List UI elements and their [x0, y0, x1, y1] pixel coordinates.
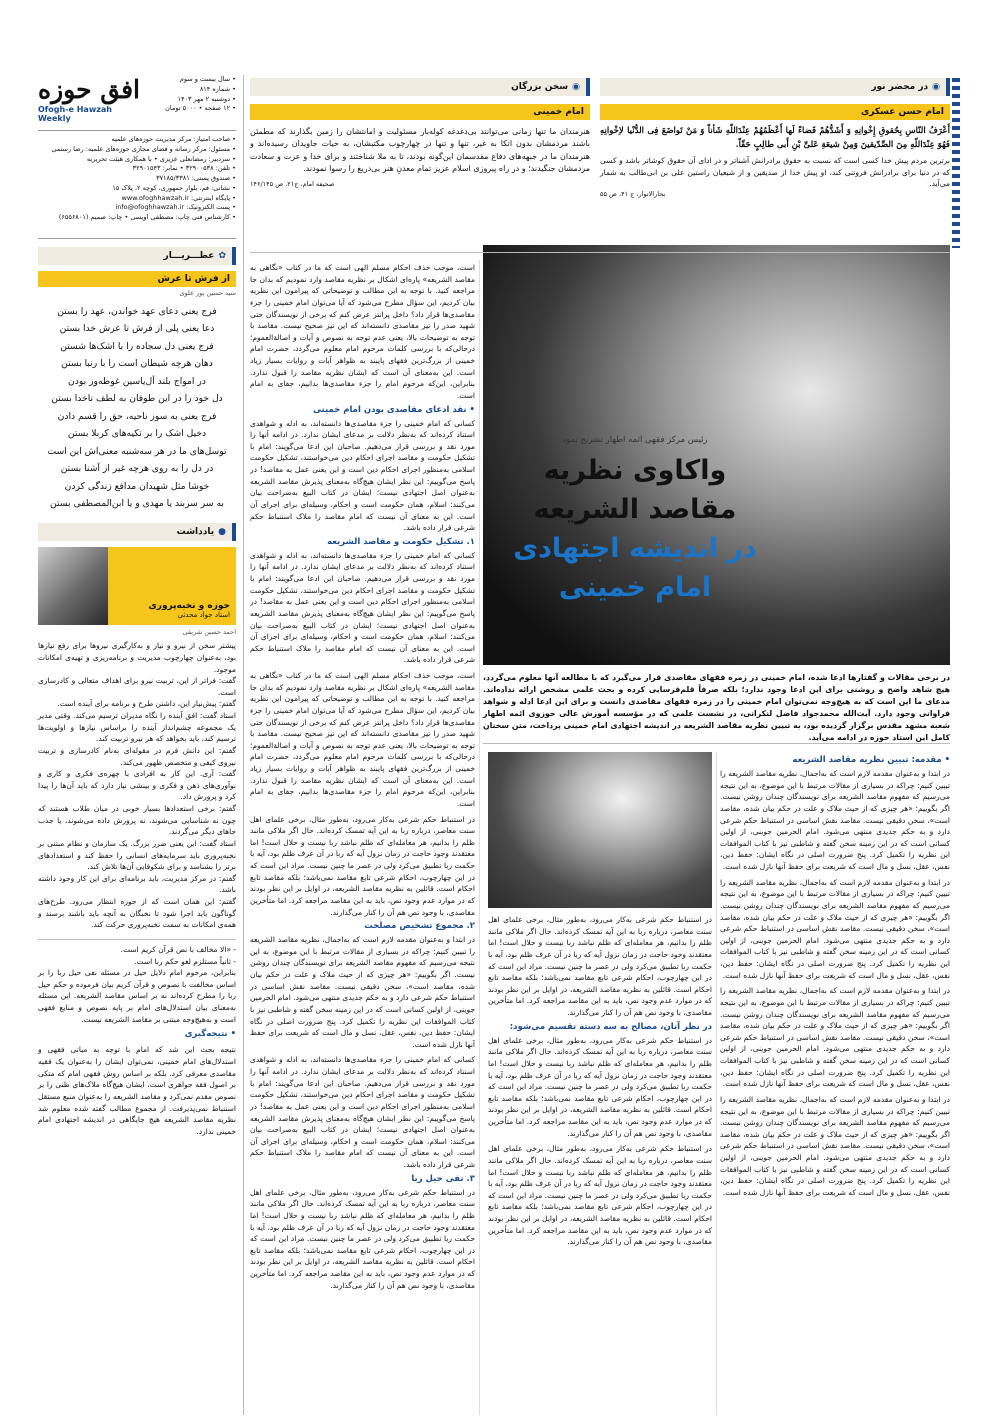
yad-paragraph: گفتم: برخی استعدادها بسیار خوبی در میان طلاب هستند که چون نه شناسایی می‌شوند، نه پرورش داده می‌شوند، یا جذب جاهای دیگر می‌گردند. — [38, 804, 236, 837]
closing-quote: - ثانیاً مستلزم لغو حکم ربا است. — [134, 956, 236, 966]
section-heading-critique: • نقد ادعای مقاصدی بودن امام خمینی — [312, 404, 475, 415]
poem-line: به سر سربند یا مهدی و یا ابن‌المصطفی بستن — [50, 498, 224, 510]
left-column — [38, 75, 236, 1415]
article-text: کسانی که امام خمینی را جزء مقاصدی‌ها دانسته‌اند، به ادله و شواهدی استناد کرده‌اند که به‌نظر دلالت بر مدعای ایشان ندارد. در ادامه آنها را مورد نقد و بررسی قرار می‌دهیم. صاحبان این ادعا می‌گویند: امام با تشکیل حکومت و مقاصد اجرای احکام دین می‌خواستند، تشکیل حکومت اسلامی به‌منظور اجرای احکام دین است و این یعنی عمل به مقاصد! در پاسخ می‌گوییم: این نظر ایشان هیچ‌گاه به‌معنای پذیرش مقاصد الشریعه به‌عنوان اصل اجتهادی نیست؛ ایشان در کتاب البیع به‌صراحت بیان می‌کنند: اسلام، همان حکومت است و احکام، وسیله‌ای برای اجرای آن است. این به معنای آن نیست که امام مقاصد را ملاک استنباط حکم شرعی قرار داده باشد. — [250, 418, 475, 533]
atr-bar — [38, 247, 236, 265]
yad-body — [38, 640, 236, 931]
sokhan-tag-label: امام خمینی — [533, 107, 584, 117]
yad-paragraph: استاد گفت: افق آینده را نگاه مدیران ترسیم می‌کند. وقتی مدیر یک مجموعه چشم‌انداز آینده را براساس نیازها و اولویت‌ها ترسیم کند، باید بخواهد که هر نیرو تربیت کند. — [38, 711, 236, 744]
issue-year: • سال بیست و سوم — [179, 75, 236, 83]
atr-tag — [38, 271, 236, 287]
masthead-logo-block — [38, 75, 236, 131]
atr-section — [38, 247, 236, 513]
sokhan-bar-label: سخن بزرگان — [511, 82, 569, 92]
atr-poem — [38, 303, 236, 513]
headline-kicker: رئیس مرکز فقهی ائمه اطهار تشریح نمود — [562, 435, 708, 445]
headline-block — [490, 435, 780, 655]
note-icon: ● — [218, 526, 226, 537]
headline-line: مقاصد الشریعه — [533, 494, 737, 526]
issue-number: • شماره ۸۱۴ — [199, 84, 236, 93]
nour-text: برترین مردم پیش خدا کسی است که نسبت به حقوق برادرانش آشناتر و در ادای آن حقوق کوشاتر باشد و کسی که در دنیا برای برادرانش فروتنی کند، او پیش خدا از صدیقین و از شیعیان راستین علی بن ابی‌طالب به شمار می‌آید. — [600, 156, 950, 189]
yad-header — [38, 547, 236, 625]
sokhan-tag — [250, 104, 590, 120]
section-heading-government: ۱. تشکیل حکومت و مقاصد الشریعه — [327, 536, 475, 547]
issue-date: • دوشنبه ۲ مهر ۱۴۰۳ — [177, 94, 236, 103]
divider — [479, 260, 480, 1415]
closing-quote: - «الا مخالف با نص قرآن کریم است. — [120, 944, 236, 954]
yad-bar — [38, 523, 236, 541]
poem-line: فرج یعنی دعای عهد خواندن، عهد را بستن — [57, 305, 217, 317]
section-heading-intro: • مقدمه: تبیین نظریه مقاصد الشریعه — [792, 755, 950, 765]
article-text: در ابتدا و به‌عنوان مقدمه لازم است که به‌اجمال، نظریه مقاصد الشریعه را تبیین کنیم: چراکه در بسیاری از مقالات مرتبط با این موضوع، به این نتیجه می‌رسیم که مفهوم مقاصد الشریعه برای نویسندگان چندان روشن نیست. اگر بگوییم: «هر چیزی که از حیث ملاک و علت در حکم بیان شده، مقاصد است»، سخن دقیقی نیست. مقاصد نقش اساسی در استنباط حکم شرعی دارد و به حکم جدیدی منتهی می‌شود. امام الحرمین جوینی، از اولین کسانی است که در این زمینه سخن گفته و شاطبی نیز با کتاب الموافقات این نظریه را تکمیل کرد. پنج ضرورت اصلی در نگاه ایشان: حفظ دین، نفس، عقل، نسل و مال است که شریعت برای حفظ آنها نازل شده است. — [720, 1094, 950, 1197]
yad-paragraph: گفت: فراتر از این، تربیت نیرو برای اهداف متعالی و کادرسازی است. — [38, 676, 236, 697]
yad-paragraph: پیشتر سخن از نیرو و نیاز و به‌کارگیری نیروها برای رفع نیازها بود، به‌عنوان چهارچوب مدیریت و برنامه‌ریزی و تهیه‌ی امکانات موجود. — [38, 641, 236, 674]
article-col-d — [720, 752, 950, 1417]
masthead-line: • تلفن: ۳۲۹۰۰۵۳۸ • نمابر: ۳۲۹۰۱۵۴۳ — [132, 164, 236, 173]
closing-body: بنابراین، مرحوم امام دلایل حیل در مسئله نفی حیل ربا را بر اساس مخالفت با نصوص و قرآن کریم بیان فرموده و حکم حیل ربا را مطرح کرده‌اند نه بر اساس مقاصد الشریعه. این مسئله به‌معنای بیان استدلال‌های امام بر پایه نصوص و منابع فقهی است و به‌هیچ‌وجه مبتنی بر مقاصد الشریعه نیست. — [38, 968, 236, 1024]
nour-bar-label: در محضر نور — [871, 82, 929, 92]
article-text: است، موجب حذف احکام مسلم الهی است که ما در کتاب «نگاهی به مقاصد الشریعه» پاره‌ای اشکال بر نظریه مقاصد وارد نمودیم که بدان جا مراجعه کنید. با توجه به این مطالب و توضیحاتی که پیرامون این نظریه بیان کردیم، این سؤال مطرح می‌شود که آیا می‌توان امام خمینی را جزء مقاصدی‌ها قرار داد؟ داخل پرانتز عرض کنم که برخی از نویسندگان حتی شهید صدر را نیز مقاصدی دانسته‌اند که این نیز صحیح نیست. مقاصد با توجه به توضیحات بالا، یعنی عدم توجه به نصوص و آیات و اصالة‌العموم؛ درحالی‌که با بررسی کلمات مرحوم امام معلوم می‌گردد، حضرت امام خمینی از بزرگ‌ترین فقهای پایبند به ظواهر آیات و روایات بسیار زیاد است. این به‌معنای آن است که ایشان نظریه مقاصد را قبول ندارد. بنابراین، این‌که مرحوم امام را جزء مقاصدی‌ها بدانیم، جفای به امام است. — [250, 263, 475, 400]
closing-section — [38, 939, 236, 1138]
nour-bar — [600, 78, 950, 96]
yad-paragraph: گفتم: این همان است که از حوزه انتظار می‌رود. طرح‌های گوناگون باید اجرا شود تا نخبگان به آنچه باید باشند برسند و همه‌ی امکانات به سمت نخبه‌پروری حرکت کند. — [38, 897, 236, 930]
masthead-line: • صندوق پستی: ۳۷۱۸۵/۳۳۸۱ — [156, 174, 236, 182]
section-heading-riba: ۳. نفی حیل ربا — [411, 1173, 475, 1184]
yad-author: احمد حسین شریفی — [182, 627, 236, 636]
article-text: در ابتدا و به‌عنوان مقدمه لازم است که به‌اجمال، نظریه مقاصد الشریعه را تبیین کنیم: چراکه در بسیاری از مقالات مرتبط با این موضوع، به این نتیجه می‌رسیم که مفهوم مقاصد الشریعه برای نویسندگان چندان روشن نیست. اگر بگوییم: «هر چیزی که از حیث ملاک و علت در حکم بیان شده، مقاصد است»، سخن دقیقی نیست. مقاصد نقش اساسی در استنباط حکم شرعی دارد و به حکم جدیدی منتهی می‌شود. امام الحرمین جوینی، از اولین کسانی است که در این زمینه سخن گفته و شاطبی نیز با کتاب الموافقات این نظریه را تکمیل کرد. پنج ضرورت اصلی در نگاه ایشان: حفظ دین، نفس، عقل، نسل و مال است که شریعت برای حفظ آنها نازل شده است. — [720, 986, 950, 1089]
author-photo — [38, 547, 108, 625]
masthead-line: • نشانی: قم، بلوار جمهوری، کوچه ۲، پلاک ۱۵ — [112, 183, 236, 192]
nour-arabic: أَعْرَفُ النّاسِ بِحُقوقِ إِخْوانِهِ وَ أَشَدُّهُمْ قَضاءً لَها أَعْظَمُهُمْ عِنْدَاللّهِ شَأناً وَ مَنْ تَواضَعَ فِى الدُّنْیا لاِخْوانِهِ فَهُوَ عِنْدَاللّهِ مِنَ الصِّدّیقینَ وَمِنْ شیعَةِ عَلىِّ بْنِ أَبى طالِبٍ حَقّاً. — [600, 126, 950, 150]
speaker-photo — [488, 752, 712, 908]
lead-block — [483, 672, 950, 744]
sokhan-text: هنرمندان ما تنها زمانی می‌توانند بی‌دغدغه کوله‌بار مسئولیت و امانتشان را زمین بگذارند که مطمئن باشند مردمشان بدون اتکا به غیر، تنها و تنها در چهارچوب مکتبشان، به حیات جاویدان رسیده‌اند و هنرمندان ما در جبهه‌های دفاع مقدسمان این‌گونه بودند، تا به ملا شناختند و برای خدا و عزت و سعادت مردمشان جنگیدند؛ و در راه پیروزی اسلام عزیز تمام معدنِ هنر بی‌دریغ را رسوا نمودند. — [250, 127, 590, 174]
masthead-line: • سردبیر: رمضانعلی عزیزی • با همکاری هیئت تحریریه — [86, 154, 236, 163]
poem-line: در دل را به روی هرچه غیر از آشنا بستن — [60, 463, 214, 475]
poem-line: در امواج بلند آل‌یاسین غوطه‌ور بودن — [68, 375, 206, 387]
article-text: در ابتدا و به‌عنوان مقدمه لازم است که به‌اجمال، نظریه مقاصد الشریعه را تبیین کنیم: چراکه در بسیاری از مقالات مرتبط با این موضوع، به این نتیجه می‌رسیم که مفهوم مقاصد الشریعه برای نویسندگان چندان روشن نیست. اگر بگوییم: «هر چیزی که از حیث ملاک و علت در حکم بیان شده، مقاصد است»، سخن دقیقی نیست. مقاصد نقش اساسی در استنباط حکم شرعی دارد و به حکم جدیدی منتهی می‌شود. امام الحرمین جوینی، از اولین کسانی است که در این زمینه سخن گفته و شاطبی نیز با کتاب الموافقات این نظریه را تکمیل کرد. پنج ضرورت اصلی در نگاه ایشان: حفظ دین، نفس، عقل، نسل و مال است که شریعت برای حفظ آنها نازل شده است. — [720, 769, 950, 871]
yad-paragraph: گفتم: پیش‌نیاز این، داشتن طرح و برنامه برای آینده است. — [57, 699, 236, 709]
article-text: در استنباط حکم شرعی به‌کار می‌رود، به‌طور مثال، برخی علمای اهل سنت معاصر، درباره ربا به این آیه تمسک کرده‌اند. حال اگر ملاکی مانند ظلم را بدانیم، هر معامله‌ای که ظلم نباشد ربا نیست و حلال است! اما معتقدند وجود حاجت در زمان نزول آیه که ربا در آن عرف ظلم بود، آیه با حکمت ربا تطبیق می‌کرد ولی در عصر ما چنین نیست. مراد این است که در این چهارچوب، احکام شرعی تابع مقاصد نمی‌باشد؛ بلکه مقاصد تابع احکام است. قائلین به نظریه مقاصد الشریعه، در اوایل بر این نظر بودند که در موارد عدم وجود نص، باید به این مقاصد مراجعه کرد. اما متأخرین مقاصدی، با وجود نص هم آن را کنار می‌گذارند. — [250, 814, 475, 917]
headline-line: در اندیشه اجتهادی — [513, 533, 757, 565]
headline-line: امام خمینی — [558, 572, 712, 604]
article-col-c — [488, 914, 712, 1417]
masthead-line: • مسئول: مرکز رسانه و فضای مجازی حوزه‌های علمیه: رضا رستمی — [51, 144, 236, 153]
logo-text: افق حوزه — [38, 75, 140, 104]
article-text: در استنباط حکم شرعی به‌کار می‌رود، به‌طور مثال، برخی علمای اهل سنت معاصر، درباره ربا به این آیه تمسک کرده‌اند. حال اگر ملاکی مانند ظلم را بدانیم، هر معامله‌ای که ظلم نباشد ربا نیست و حلال است! اما معتقدند وجود حاجت در زمان نزول آیه که ربا در آن عرف ظلم بود، آیه با حکمت ربا تطبیق می‌کرد ولی در عصر ما چنین نیست. مراد این است که در این چهارچوب، احکام شرعی تابع مقاصد نمی‌باشد؛ بلکه مقاصد تابع احکام است. قائلین به نظریه مقاصد الشریعه، در اوایل بر این نظر بودند که در موارد عدم وجود نص، باید به این مقاصد مراجعه کرد. اما متأخرین مقاصدی، با وجود نص هم آن را کنار می‌گذارند. — [250, 1187, 475, 1290]
poem-line: توسل‌های ما در هر سه‌شنبه معنی‌اش این است — [47, 445, 227, 457]
yad-section — [38, 523, 236, 931]
nour-tag — [600, 104, 950, 120]
masthead-line: • کارشناس فنی چاپ: مصطفی اویسی • چاپ: صمیم (۶۵۵۶۸۰۱) — [58, 213, 236, 221]
yad-title: حوزه و نخبه‌پروری — [148, 600, 230, 611]
article-text: در استنباط حکم شرعی به‌کار می‌رود، به‌طور مثال، برخی علمای اهل سنت معاصر، درباره ربا به این آیه تمسک کرده‌اند. حال اگر ملاکی مانند ظلم را بدانیم، هر معامله‌ای که ظلم نباشد ربا نیست و حلال است! اما معتقدند وجود حاجت در زمان نزول آیه که ربا در آن عرف ظلم بود، آیه با حکمت ربا تطبیق می‌کرد ولی در عصر ما چنین نیست. مراد این است که در این چهارچوب، احکام شرعی تابع مقاصد نمی‌باشد؛ بلکه مقاصد تابع احکام است. قائلین به نظریه مقاصد الشریعه، در اوایل بر این نظر بودند که در موارد عدم وجود نص، باید به این مقاصد مراجعه کرد. اما متأخرین مقاصدی، با وجود نص هم آن را کنار می‌گذارند. — [488, 915, 712, 1017]
yad-paragraph: گفت: آری. این کار به افرادی با چهره‌ی فکری و کاری و نوآوری‌های ذهن و فکری و بینشی نیاز دارد که باید آن‌ها را پیدا کرد و پرورش داد. — [38, 769, 236, 802]
poem-line: فرج یعنی به سوز ناحیه، حق را قسم دادن — [57, 410, 217, 422]
divider — [250, 252, 950, 253]
atr-bar-label: عطـــریـــار — [163, 251, 215, 261]
sokhan-source: صحیفه امام، ج۲۱، ص ۱۴۶/۱۴۵ — [250, 179, 335, 188]
yad-paragraph: استاد گفت: این یعنی ضرر بزرگ. یک سازمان و نظام مبتنی بر نخبه‌پروری باید سرمایه‌های انسانی را حفظ کند و استعدادهای برتر را بشناسد و برای شکوفایی آن‌ها تلاش کند. — [38, 838, 236, 872]
circle-icon: ◉ — [572, 82, 580, 92]
nour-source: بحارالانوار، ج ۴۱، ص ۵۵ — [600, 190, 666, 199]
divider — [716, 752, 717, 1415]
poem-line: دخیل اشک را بر تکیه‌های کربلا بستن — [67, 428, 207, 440]
sokhan-bar — [250, 78, 590, 96]
poem-line: فرج یعنی دل سجاده را با اشک‌ها شستن — [60, 340, 214, 352]
logo-english: Ofogh-e Hawzah Weekly — [38, 105, 112, 123]
issue-info — [146, 75, 236, 130]
edge-ornament — [952, 78, 960, 248]
article-text: کسانی که امام خمینی را جزء مقاصدی‌ها دانسته‌اند، به ادله و شواهدی استناد کرده‌اند که به‌نظر دلالت بر مدعای ایشان ندارد. در ادامه آنها را مورد نقد و بررسی قرار می‌دهیم. صاحبان این ادعا می‌گویند: امام با تشکیل حکومت و مقاصد اجرای احکام دین می‌خواستند، تشکیل حکومت اسلامی به‌منظور اجرای احکام دین است و این یعنی عمل به مقاصد! در پاسخ می‌گوییم: این نظر ایشان هیچ‌گاه به‌معنای پذیرش مقاصد الشریعه به‌عنوان اصل اجتهادی نیست؛ ایشان در کتاب البیع به‌صراحت بیان می‌کنند: اسلام، همان حکومت است و احکام، وسیله‌ای برای اجرای آن است. این به معنای آن نیست که امام مقاصد را ملاک استنباط حکم شرعی قرار داده باشد. — [250, 550, 475, 665]
issue-price: • ۱۲ صفحه • ۵۰۰۰ تومان — [165, 104, 236, 113]
article-text: است، موجب حذف احکام مسلم الهی است که ما در کتاب «نگاهی به مقاصد الشریعه» پاره‌ای اشکال بر نظریه مقاصد وارد نمودیم که بدان جا مراجعه کنید. با توجه به این مطالب و توضیحاتی که پیرامون این نظریه بیان کردیم، این سؤال مطرح می‌شود که آیا می‌توان امام خمینی را جزء مقاصدی‌ها قرار داد؟ داخل پرانتز عرض کنم که برخی از نویسندگان حتی شهید صدر را نیز مقاصدی دانسته‌اند که این نیز صحیح نیست. مقاصد با توجه به توضیحات بالا، یعنی عدم توجه به نصوص و آیات و اصالة‌العموم؛ درحالی‌که با بررسی کلمات مرحوم امام معلوم می‌گردد، حضرت امام خمینی از بزرگ‌ترین فقهای پایبند به ظواهر آیات و روایات بسیار زیاد است. این به‌معنای آن است که ایشان نظریه مقاصد را قبول ندارد. بنابراین، این‌که مرحوم امام را جزء مقاصدی‌ها بدانیم، جفای به امام است. — [250, 671, 475, 808]
poem-line: دل خود را در این طوفان به لطف ناخدا بستن — [51, 393, 223, 405]
article-col-a — [250, 262, 475, 1412]
section-heading-masaleh: در نظر آنان، مصالح به سه دسته تقسیم می‌شود: — [509, 1021, 712, 1032]
section-heading-maslahat: ۲. مجموع تشخیص مصلحت — [364, 921, 475, 932]
nour-section — [600, 78, 950, 248]
atr-title: از فرش تا عرش — [157, 274, 230, 284]
logo — [38, 75, 143, 130]
headline-line: واکاوی نظریه — [543, 455, 727, 486]
conclusion-body: نتیجه بحث این شد که امام با توجه به مبانی فقهی و استدلال‌های امام خمینی، نمی‌توان ایشان را به‌عنوان یک فقیه مقاصدی معرفی کرد. بلکه بر اساس روش فقهی امام که متکی بر اصول فقه جواهری است، ایشان هیچ‌گاه ملاک‌های ظنی را بر نصوص مقدم نمی‌کرد و مقاصد الشریعه را به‌عنوان منبع مستقل استنباط نمی‌پذیرفت. از مجموع مطالب گفته شده معلوم شد نظریه مقاصد الشریعه هیچ جایگاهی در اندیشه اجتهادی امام خمینی ندارد. — [38, 1045, 236, 1136]
yad-bar-label: یادداشت — [176, 526, 215, 537]
divider — [243, 75, 244, 1415]
yad-paragraph: گفتم: در مرکز مدیریت، باید برنامه‌ای برای این کار وجود داشته باشد. — [38, 873, 236, 895]
nour-tag-label: امام حسن عسکری — [860, 107, 944, 117]
article-text: کسانی که امام خمینی را جزء مقاصدی‌ها دانسته‌اند، به ادله و شواهدی استناد کرده‌اند که به‌نظر دلالت بر مدعای ایشان ندارد. در ادامه آنها را مورد نقد و بررسی قرار می‌دهیم. صاحبان این ادعا می‌گویند: امام با تشکیل حکومت و مقاصد اجرای احکام دین می‌خواستند، تشکیل حکومت اسلامی به‌منظور اجرای احکام دین است و این یعنی عمل به مقاصد! در پاسخ می‌گوییم: این نظر ایشان هیچ‌گاه به‌معنای پذیرش مقاصد الشریعه به‌عنوان اصل اجتهادی نیست؛ ایشان در کتاب البیع به‌صراحت بیان می‌کنند: اسلام، همان حکومت است و احکام، وسیله‌ای برای اجرای آن است. این به معنای آن نیست که امام مقاصد را ملاک استنباط حکم شرعی قرار داده باشد. — [250, 1055, 475, 1169]
poem-line: دعا یعنی پلی از فرش تا عرش خدا بستن — [59, 323, 215, 335]
poem-line: خوشا مثل شهیدان مدافع زندگی کردن — [64, 480, 210, 492]
yad-paragraph: گفتم: این دانش فرم در مقوله‌ای به‌نام کادرسازی و تربیت نیروی کیفی و متخصص ظهور می‌کند. — [38, 745, 236, 767]
article-text: در استنباط حکم شرعی به‌کار می‌رود، به‌طور مثال، برخی علمای اهل سنت معاصر، درباره ربا به این آیه تمسک کرده‌اند. حال اگر ملاکی مانند ظلم را بدانیم، هر معامله‌ای که ظلم نباشد ربا نیست و حلال است! اما معتقدند وجود حاجت در زمان نزول آیه که ربا در آن عرف ظلم بود، آیه با حکمت ربا تطبیق می‌کرد ولی در عصر ما چنین نیست. مراد این است که در این چهارچوب، احکام شرعی تابع مقاصد نمی‌باشد؛ بلکه مقاصد تابع احکام است. قائلین به نظریه مقاصد الشریعه، در اوایل بر این نظر بودند که در موارد عدم وجود نص، باید به این مقاصد مراجعه کرد. اما متأخرین مقاصدی، با وجود نص هم آن را کنار می‌گذارند. — [488, 1035, 712, 1138]
flower-icon: ✿ — [218, 251, 226, 261]
lead-text: در برخی مقالات و گفتارها ادعا شده، امام خمینی در زمره فقهای مقاصدی قرار می‌گیرد که با مطالعه آنها معلوم می‌گردد، هیچ شاهد واضح و روشنی برای این ادعا وجود ندارد؛ بلکه صرفاً قلم‌فرسایی کرده و بحث علمی مشخص ارائه نداده‌اند. مدعای ما این است که به هیچ‌وجه نمی‌توان امام خمینی را در زمره فقهای مقاصدی دانست و برای این ادعا ادله و شواهد فراوانی وجود دارد. آیت‌الله محمدجواد فاضل لنکرانی، در نشست علمی که در مؤسسه آموزش عالی حوزوی ائمه اطهار شعبه مشهد مقدس برگزار گردیده بود، به تبیین نظریه مقاصد الشریعه در اندیشه اجتهادی امام خمینی پرداخت، متن سخنان کامل این استاد حوزه در ادامه می‌آید. — [483, 673, 950, 743]
article-text: در استنباط حکم شرعی به‌کار می‌رود، به‌طور مثال، برخی علمای اهل سنت معاصر، درباره ربا به این آیه تمسک کرده‌اند. حال اگر ملاکی مانند ظلم را بدانیم، هر معامله‌ای که ظلم نباشد ربا نیست و حلال است! اما معتقدند وجود حاجت در زمان نزول آیه که ربا در آن عرف ظلم بود، آیه با حکمت ربا تطبیق می‌کرد ولی در عصر ما چنین نیست. مراد این است که در این چهارچوب، احکام شرعی تابع مقاصد نمی‌باشد؛ بلکه مقاصد تابع احکام است. قائلین به نظریه مقاصد الشریعه، در اوایل بر این نظر بودند که در موارد عدم وجود نص، باید به این مقاصد مراجعه کرد. اما متأخرین مقاصدی، با وجود نص هم آن را کنار می‌گذارند. — [488, 1144, 712, 1247]
circle-icon: ◉ — [932, 82, 940, 92]
article-text: در ابتدا و به‌عنوان مقدمه لازم است که به‌اجمال، نظریه مقاصد الشریعه را تبیین کنیم: چراکه در بسیاری از مقالات مرتبط با این موضوع، به این نتیجه می‌رسیم که مفهوم مقاصد الشریعه برای نویسندگان چندان روشن نیست. اگر بگوییم: «هر چیزی که از حیث ملاک و علت در حکم بیان شده، مقاصد است»، سخن دقیقی نیست. مقاصد نقش اساسی در استنباط حکم شرعی دارد و به حکم جدیدی منتهی می‌شود. امام الحرمین جوینی، از اولین کسانی است که در این زمینه سخن گفته و شاطبی نیز با کتاب الموافقات این نظریه را تکمیل کرد. پنج ضرورت اصلی در نگاه ایشان: حفظ دین، نفس، عقل، نسل و مال است که شریعت برای حفظ آنها نازل شده است. — [250, 935, 475, 1049]
conclusion-heading: • نتیجه‌گیری — [184, 1029, 236, 1040]
masthead-info — [38, 131, 236, 239]
masthead-website[interactable]: • پایگاه اینترنتی: www.ofoghhawzah.ir — [121, 193, 236, 202]
masthead-line: • صاحب امتیاز: مرکز مدیریت حوزه‌های علمیه — [111, 135, 236, 143]
masthead-email[interactable]: • پست الکترونیک: info@ofoghhawzah.ir — [115, 203, 236, 212]
sokhan-section — [250, 78, 590, 248]
atr-author: سید حسین پور علوی — [179, 289, 236, 297]
yad-subtitle: استاد جواد محدثی — [177, 610, 230, 619]
article-text: در ابتدا و به‌عنوان مقدمه لازم است که به‌اجمال، نظریه مقاصد الشریعه را تبیین کنیم: چراکه در بسیاری از مقالات مرتبط با این موضوع، به این نتیجه می‌رسیم که مفهوم مقاصد الشریعه برای نویسندگان چندان روشن نیست. اگر بگوییم: «هر چیزی که از حیث ملاک و علت در حکم بیان شده، مقاصد است»، سخن دقیقی نیست. مقاصد نقش اساسی در استنباط حکم شرعی دارد و به حکم جدیدی منتهی می‌شود. امام الحرمین جوینی، از اولین کسانی است که در این زمینه سخن گفته و شاطبی نیز با کتاب الموافقات این نظریه را تکمیل کرد. پنج ضرورت اصلی در نگاه ایشان: حفظ دین، نفس، عقل، نسل و مال است که شریعت برای حفظ آنها نازل شده است. — [720, 877, 950, 980]
poem-line: دهان هرچه شیطان است را با رنبا بستن — [61, 358, 213, 370]
